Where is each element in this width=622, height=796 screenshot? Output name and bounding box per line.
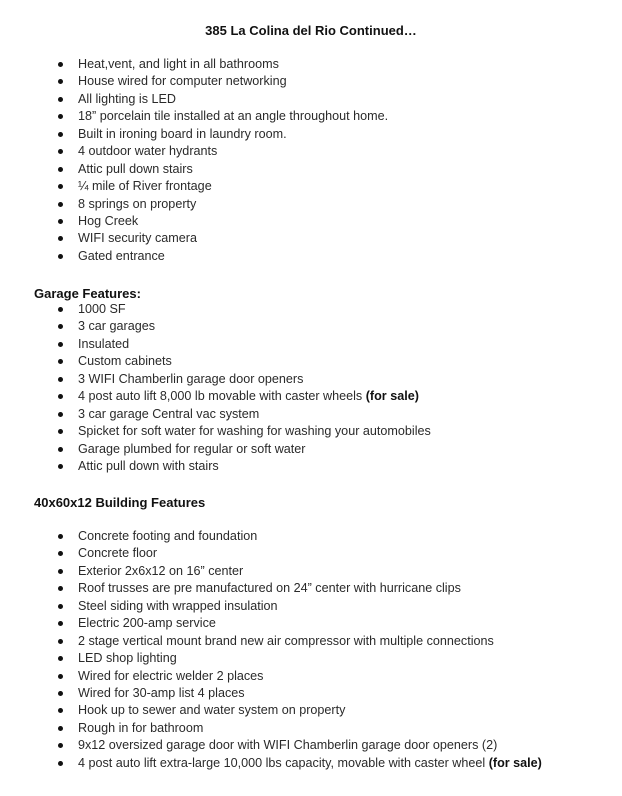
list-item	[0, 737, 542, 754]
bullet-icon	[58, 184, 63, 189]
bullet-icon	[58, 254, 63, 259]
bullet-icon	[58, 761, 63, 766]
bullet-icon	[58, 708, 63, 713]
garage-features-list	[0, 301, 431, 475]
bullet-icon	[58, 621, 63, 626]
list-item	[0, 458, 431, 475]
list-item-text: Hook up to sewer and water system on property	[78, 703, 346, 718]
list-item-text: House wired for computer networking	[78, 74, 287, 89]
bullet-icon	[58, 377, 63, 382]
list-item-text: Steel siding with wrapped insulation	[78, 598, 278, 613]
list-item-text: Electric 200-amp service	[78, 616, 216, 631]
list-item	[0, 56, 388, 73]
list-item-text: All lighting is LED	[78, 91, 176, 106]
bullet-icon	[58, 586, 63, 591]
list-item-text: Hog Creek	[78, 213, 139, 228]
list-item	[0, 580, 542, 597]
bullet-icon	[58, 674, 63, 679]
list-item-text: LED shop lighting	[78, 651, 177, 666]
list-item-text: Insulated	[78, 336, 130, 351]
for-sale-label: (for sale)	[365, 389, 419, 404]
page-title: 385 La Colina del Rio Continued…	[205, 23, 417, 38]
list-item	[0, 528, 542, 545]
list-item	[0, 73, 388, 90]
list-item-text: ¼ mile of River frontage	[78, 179, 212, 194]
list-item	[0, 563, 542, 580]
list-item-text: 4 post auto lift extra-large 10,000 lbs capacity, movable with caster wheel	[78, 755, 489, 770]
list-item	[0, 301, 431, 318]
list-item	[0, 720, 542, 737]
bullet-icon	[58, 464, 63, 469]
list-item	[0, 371, 431, 388]
list-item	[0, 126, 388, 143]
list-item-text: 3 WIFI Chamberlin garage door openers	[78, 371, 304, 386]
list-item	[0, 143, 388, 160]
list-item	[0, 91, 388, 108]
list-item	[0, 423, 431, 440]
list-item	[0, 161, 388, 178]
bullet-icon	[58, 743, 63, 748]
list-item	[0, 318, 431, 335]
list-item-text: Roof trusses are pre manufactured on 24” center with hurricane clips	[78, 581, 461, 596]
list-item	[0, 668, 542, 685]
bullet-icon	[58, 307, 63, 312]
bullet-icon	[58, 79, 63, 84]
bullet-icon	[58, 324, 63, 329]
list-item-text: Concrete floor	[78, 546, 158, 561]
for-sale-label: (for sale)	[488, 755, 542, 770]
list-item-text: 4 outdoor water hydrants	[78, 144, 218, 159]
list-item	[0, 353, 431, 370]
list-item	[0, 108, 388, 125]
list-item-text: Spicket for soft water for washing for washing your automobiles	[78, 424, 431, 439]
list-item	[0, 685, 542, 702]
list-item	[0, 441, 431, 458]
bullet-icon	[58, 394, 63, 399]
list-item	[0, 230, 388, 247]
list-item-text: Attic pull down with stairs	[78, 458, 219, 473]
bullet-icon	[58, 132, 63, 137]
list-item-text: Exterior 2x6x12 on 16” center	[78, 563, 244, 578]
bullet-icon	[58, 412, 63, 417]
home-features-list	[0, 56, 388, 265]
bullet-icon	[58, 236, 63, 241]
list-item	[0, 650, 542, 667]
list-item	[0, 598, 542, 615]
list-item	[0, 755, 542, 772]
list-item-text: Rough in for bathroom	[78, 720, 204, 735]
bullet-icon	[58, 429, 63, 434]
bullet-icon	[58, 551, 63, 556]
list-item-text: 1000 SF	[78, 302, 126, 316]
list-item	[0, 615, 542, 632]
list-item-text: Custom cabinets	[78, 354, 172, 369]
bullet-icon	[58, 219, 63, 224]
list-item-text: Concrete footing and foundation	[78, 529, 258, 543]
list-item	[0, 336, 431, 353]
list-item-text: 4 post auto lift 8,000 lb movable with caster wheels	[78, 389, 366, 404]
list-item-text: 9x12 oversized garage door with WIFI Chamberlin garage door openers (2)	[78, 738, 498, 753]
list-item-text: Built in ironing board in laundry room.	[78, 126, 287, 141]
list-item-text: WIFI security camera	[78, 231, 197, 246]
list-item-text: Attic pull down stairs	[78, 161, 193, 176]
bullet-icon	[58, 447, 63, 452]
list-item	[0, 633, 542, 650]
list-item	[0, 388, 431, 405]
garage-heading: Garage Features:	[34, 286, 141, 301]
bullet-icon	[58, 639, 63, 644]
bullet-icon	[58, 167, 63, 172]
bullet-icon	[58, 97, 63, 102]
building-heading: 40x60x12 Building Features	[34, 495, 206, 510]
list-item-text: Heat,vent, and light in all bathrooms	[78, 57, 279, 71]
bullet-icon	[58, 114, 63, 119]
bullet-icon	[58, 202, 63, 207]
list-item-text: Gated entrance	[78, 248, 165, 263]
list-item	[0, 545, 542, 562]
bullet-icon	[58, 534, 63, 539]
bullet-icon	[58, 604, 63, 609]
bullet-icon	[58, 691, 63, 696]
list-item	[0, 406, 431, 423]
bullet-icon	[58, 656, 63, 661]
bullet-icon	[58, 342, 63, 347]
list-item	[0, 702, 542, 719]
list-item-text: Wired for electric welder 2 places	[78, 668, 264, 683]
bullet-icon	[58, 726, 63, 731]
bullet-icon	[58, 62, 63, 67]
list-item-text: 18” porcelain tile installed at an angle throughout home.	[78, 109, 389, 124]
list-item-text: 3 car garage Central vac system	[78, 406, 260, 421]
building-features-list	[0, 528, 542, 772]
bullet-icon	[58, 569, 63, 574]
list-item-text: 3 car garages	[78, 319, 156, 334]
bullet-icon	[58, 359, 63, 364]
list-item-text: 2 stage vertical mount brand new air compressor with multiple connections	[78, 633, 494, 648]
list-item	[0, 196, 388, 213]
list-item	[0, 213, 388, 230]
list-item	[0, 178, 388, 195]
bullet-icon	[58, 149, 63, 154]
list-item-text: 8 springs on property	[78, 196, 197, 211]
list-item-text: Wired for 30-amp list 4 places	[78, 685, 245, 700]
list-item-text: Garage plumbed for regular or soft water	[78, 441, 306, 456]
list-item	[0, 248, 388, 265]
